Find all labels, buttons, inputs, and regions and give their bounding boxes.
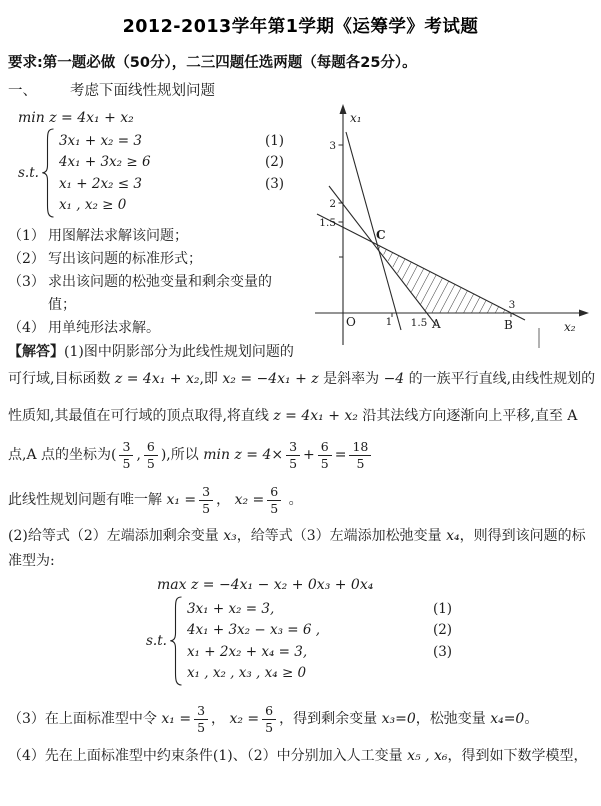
math-run: x₁ = [166, 492, 197, 508]
answer-tag: 【解答】 [8, 344, 64, 360]
text-run: ，得到剩余变量 [279, 711, 382, 727]
equation: x₁ + 2x₂ ≤ 3 [58, 175, 142, 192]
fraction [349, 440, 371, 471]
list-item [8, 248, 306, 271]
lp1-constraint-system [18, 128, 306, 218]
math-run: x₄=0 [490, 711, 525, 727]
text-run: 可行域,目标函数 [8, 371, 115, 387]
math-run: x₅ , x₆ [407, 748, 448, 764]
solution-line-unique [8, 478, 601, 522]
part2-line-1 [8, 524, 601, 549]
axis-tick-label: 3 [508, 299, 516, 311]
fraction-numerator: 6 [318, 440, 332, 456]
fraction-denominator: 5 [146, 455, 155, 471]
fraction-numerator: 18 [349, 440, 371, 456]
horizontal-axis-arrow [579, 310, 589, 317]
equation-row [59, 130, 295, 152]
fraction-denominator: 5 [202, 500, 211, 516]
exam-requirements: 要求:第一题必做（50分），二三四题任选两题（每题各25分）。 [8, 55, 417, 71]
answer-intro-text: (1)图中阴影部分为此线性规划问题的 [64, 344, 294, 360]
fraction [286, 440, 300, 471]
fraction [144, 440, 158, 471]
text-run: ，给等式（3）左端添加松弛变量 [236, 528, 447, 544]
math-run: x₂ = [229, 711, 260, 727]
equation: 3x₁ + x₂ = 3 [58, 132, 142, 149]
feasible-region-plot [308, 98, 601, 352]
equation-number: (1) [264, 132, 285, 149]
fraction [262, 704, 276, 735]
equation: 3x₁ + x₂ = 3, [186, 600, 275, 617]
equation-number: (3) [432, 643, 453, 660]
origin-label: O [346, 315, 356, 329]
fraction [119, 440, 133, 471]
fraction-numerator: 6 [262, 704, 276, 720]
item-text: 用单纯形法求解。 [48, 320, 160, 336]
text-run: 性质知,其最值在可行域的顶点取得,将直线 [8, 408, 274, 424]
question-list [8, 225, 306, 340]
axis-tick-label: 1.5 [410, 317, 428, 329]
point-c-label: C [376, 228, 386, 242]
lp1-objective: min z = 4x₁ + x₂ [18, 110, 134, 126]
vertical-axis-label: x₁ [350, 111, 362, 125]
item-number: （4） [8, 320, 45, 336]
fraction [318, 440, 332, 471]
equation: 4x₁ + 3x₂ ≥ 6 [58, 154, 151, 171]
item-text: 用图解法求解该问题； [48, 228, 188, 244]
text-run: 此线性规划问题有唯一解 [8, 492, 167, 508]
text-run: 的一族平行直线,由线性规划的 [404, 371, 596, 387]
text-run: 准型为: [8, 553, 55, 569]
fraction-numerator: 3 [199, 485, 213, 501]
fraction-denominator: 5 [289, 455, 298, 471]
text-run: ,即 [199, 371, 223, 387]
equation: x₁ + 2x₂ + x₄ = 3, [186, 643, 308, 660]
solution-paragraph-1 [8, 366, 601, 393]
item-number: （2） [8, 251, 45, 267]
answer-intro-line [8, 343, 306, 362]
fraction [267, 485, 281, 516]
fraction-denominator: 5 [197, 719, 206, 735]
text-run: ， [211, 711, 230, 727]
equation-row [59, 173, 295, 195]
math-run: x₁ = [161, 711, 192, 727]
math-run: z = 4x₁ + x₂ [114, 371, 200, 387]
math-run: x₃=0 [381, 711, 416, 727]
operator: + [303, 447, 315, 463]
math-run: z = 4x₁ + x₂ [273, 408, 358, 424]
fraction-numerator: 3 [286, 440, 300, 456]
constraint-line-steep [346, 132, 401, 330]
fraction-numerator: 3 [194, 704, 208, 720]
vertical-axis-arrow [340, 104, 347, 114]
fraction-denominator: 5 [265, 719, 274, 735]
equation-number: (2) [432, 622, 453, 639]
point-a-label: A [432, 317, 441, 331]
text-run: ，则得到该问题的标 [459, 528, 586, 544]
math-run: x₃ [223, 528, 237, 544]
point-b-label: B [504, 318, 513, 332]
item-text: 写出该问题的标准形式； [48, 251, 202, 267]
equation-number: (3) [264, 175, 285, 192]
part3-line [8, 696, 601, 742]
solution-paragraph-2 [8, 403, 601, 430]
equation-row [187, 598, 467, 620]
text-run: , [136, 447, 141, 463]
equation-row [187, 663, 467, 685]
fraction [199, 485, 213, 516]
math-run: −4 [383, 371, 405, 387]
axis-tick-label: 3 [329, 140, 336, 152]
equation-number: (2) [264, 154, 285, 171]
item-number: （1） [8, 228, 45, 244]
math-run: x₂ = [234, 492, 265, 508]
text-run: ， [216, 492, 235, 508]
equation-number: (1) [432, 600, 453, 617]
axis-tick-label: 2 [329, 198, 336, 210]
left-brace [42, 128, 55, 218]
part2-line-2 [8, 549, 601, 574]
text-run: 。 [524, 711, 539, 727]
fraction-numerator: 6 [267, 485, 281, 501]
text-run: ，得到如下数学模型， [447, 748, 588, 764]
equation-row [59, 152, 295, 174]
lp2-objective: max z = −4x₁ − x₂ + 0x₃ + 0x₄ [157, 577, 374, 593]
fraction-denominator: 5 [356, 455, 365, 471]
text-run: （4）先在上面标准型中约束条件(1)、（2）中分别加入人工变量 [8, 748, 408, 764]
text-run: ，松弛变量 [415, 711, 491, 727]
section-text: 考虑下面线性规划问题 [70, 83, 215, 99]
equation: x₁ , x₂ , x₃ , x₄ ≥ 0 [186, 665, 307, 682]
subject-to-label: s.t. [18, 165, 39, 181]
equation-row [59, 195, 295, 217]
equation: x₁ , x₂ ≥ 0 [58, 197, 127, 214]
text-run: 。 [284, 492, 303, 508]
equation-row [187, 641, 467, 663]
text-run: 是斜率为 [318, 371, 384, 387]
math-run: x₄ [446, 528, 460, 544]
fraction-numerator: 6 [144, 440, 158, 456]
solution-line-coordinates [8, 432, 601, 478]
list-item [8, 271, 306, 317]
equation: 4x₁ + 3x₂ − x₃ = 6 , [186, 622, 321, 639]
constraint-line-medium [329, 186, 436, 325]
horizontal-axis-label: x₂ [564, 320, 576, 334]
part4-line [8, 744, 601, 768]
left-column [0, 108, 306, 362]
text-run: (2)给等式（2）左端添加剩余变量 [8, 528, 224, 544]
fraction-denominator: 5 [320, 455, 329, 471]
fraction-numerator: 3 [119, 440, 133, 456]
fraction [194, 704, 208, 735]
section-number: 一、 [8, 83, 37, 99]
item-number: （3） [8, 274, 45, 290]
fraction-denominator: 5 [270, 500, 279, 516]
lp2-constraint-system [146, 596, 601, 686]
operator: = [334, 447, 347, 463]
left-brace [170, 596, 183, 686]
axis-tick-label: 1.5 [319, 217, 336, 229]
list-item [8, 225, 306, 248]
subject-to-label: s.t. [146, 633, 167, 649]
text-run: 沿其法线方向逐渐向上平移,直至 A [357, 408, 578, 424]
math-run: min z = 4× [203, 447, 284, 463]
lp1-rows [59, 130, 295, 216]
item-text: 求出该问题的松弛变量和剩余变量的值； [48, 274, 272, 313]
text-run: ),所以 [160, 447, 204, 463]
lp2-rows [187, 598, 467, 684]
fraction-denominator: 5 [122, 455, 131, 471]
equation-row [187, 620, 467, 642]
list-item [8, 317, 306, 340]
page-title: 2012-2013学年第1学期《运筹学》考试题 [122, 17, 479, 37]
text-run: （3）在上面标准型中令 [8, 711, 162, 727]
text-run: 点,A 点的坐标为( [8, 447, 117, 463]
math-run: x₂ = −4x₁ + z [222, 371, 319, 387]
axis-tick-label: 1 [385, 316, 393, 328]
